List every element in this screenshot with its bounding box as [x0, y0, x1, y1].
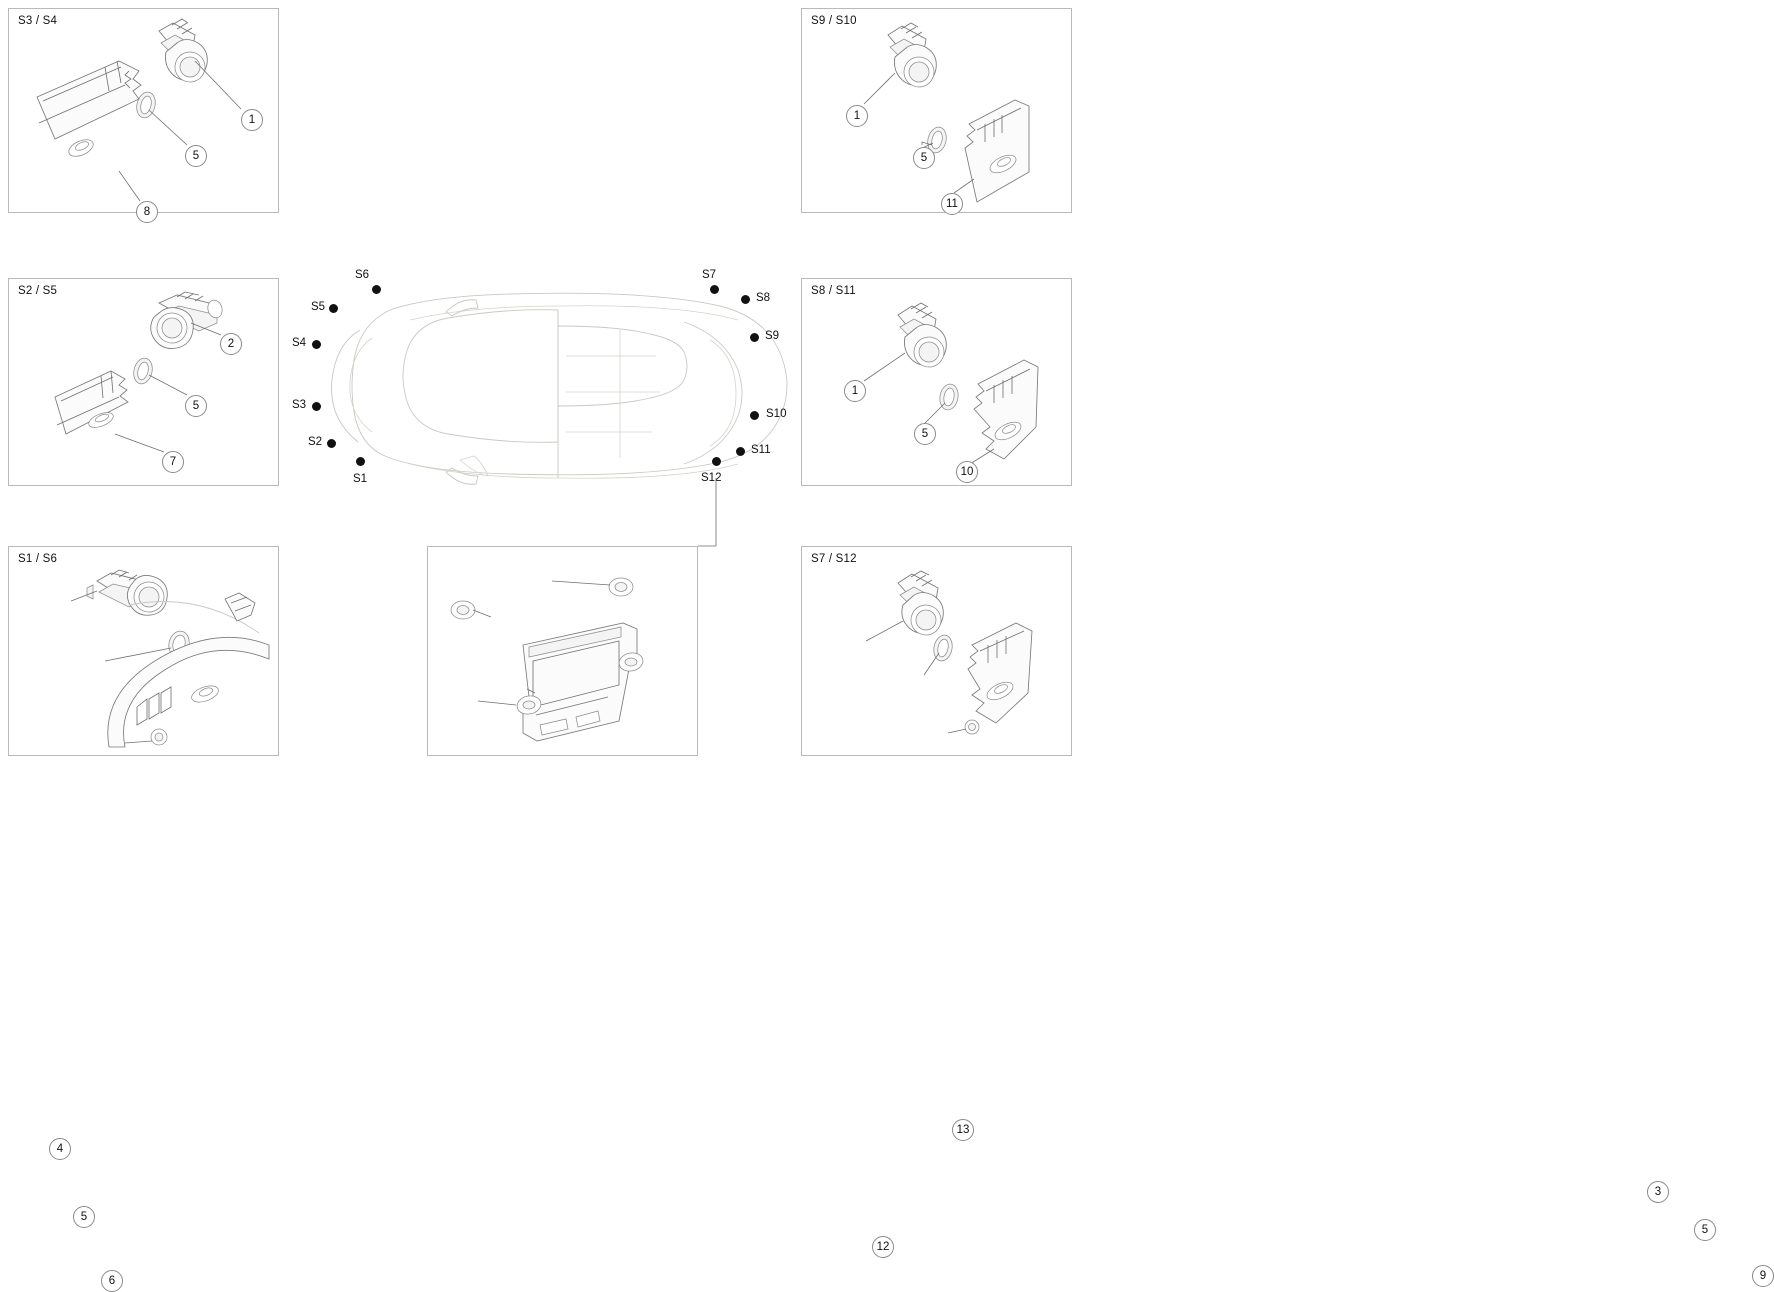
callout-10[interactable]: 10: [956, 461, 978, 483]
panel-s2-s5-illustration: [9, 279, 278, 485]
panel-label-s2-s5: S2 / S5: [18, 285, 58, 297]
callout-5[interactable]: 5: [185, 395, 207, 417]
sensor-label-s3: S3: [292, 399, 307, 411]
panel-label-s9-s10: S9 / S10: [811, 15, 857, 27]
sensor-label-s5: S5: [311, 301, 326, 313]
panel-module-illustration: [428, 547, 697, 755]
sensor-part: [87, 570, 168, 616]
gasket-ring: [931, 633, 954, 662]
sensor-label-s2: S2: [308, 436, 323, 448]
panel-s2-s5: [8, 278, 279, 486]
callout-5[interactable]: 5: [914, 423, 936, 445]
callout-4[interactable]: 4: [49, 1138, 71, 1160]
panel-s7-s12-illustration: [802, 547, 1071, 755]
sensor-label-s11: S11: [751, 444, 771, 456]
bumper-bracket: [37, 61, 141, 160]
callout-1[interactable]: 1: [241, 109, 263, 131]
callout-2[interactable]: 2: [220, 333, 242, 355]
panel-s8-s11-illustration: [802, 279, 1071, 485]
sensor-label-s8: S8: [756, 292, 771, 304]
sensor-dot-s6: [372, 285, 381, 294]
sensor-part: [159, 19, 209, 86]
panel-s1-s6: [8, 546, 279, 1287]
callout-5[interactable]: 5: [185, 145, 207, 167]
sensor-label-s10: S10: [766, 408, 787, 420]
panel-s9-s10: [801, 8, 1072, 213]
control-module: [515, 623, 644, 741]
module-connector-line: [680, 478, 720, 558]
vehicle-outline: [332, 293, 787, 484]
sensor-dot-s3: [312, 402, 321, 411]
panel-s8-s11: [801, 278, 1072, 486]
sensor-dot-s8: [741, 295, 750, 304]
panel-label-s7-s12: S7 / S12: [811, 553, 857, 565]
sensor-dot-s9: [750, 333, 759, 342]
panel-s9-s10-illustration: [802, 9, 1071, 212]
sensor-label-s9: S9: [765, 330, 780, 342]
sensor-part: [888, 23, 938, 91]
sensor-dot-s11: [736, 447, 745, 456]
vehicle-top-view: [290, 260, 810, 560]
sensor-part: [898, 571, 945, 639]
sensor-dot-s2: [327, 439, 336, 448]
callout-11[interactable]: 11: [941, 193, 963, 215]
panel-s1-s6-illustration: [9, 547, 278, 755]
callout-5[interactable]: 5: [913, 147, 935, 169]
callout-5[interactable]: 5: [1694, 1219, 1716, 1241]
sensor-dot-s12: [712, 457, 721, 466]
callout-13[interactable]: 13: [952, 1119, 974, 1141]
callout-3[interactable]: 3: [1647, 1181, 1669, 1203]
callout-1[interactable]: 1: [844, 380, 866, 402]
sensor-dot-s7: [710, 285, 719, 294]
panel-label-s3-s4: S3 / S4: [18, 15, 58, 27]
sensor-dot-s1: [356, 457, 365, 466]
bumper-bracket: [965, 100, 1029, 202]
callout-9[interactable]: 9: [1752, 1265, 1774, 1287]
callout-5[interactable]: 5: [73, 1206, 95, 1228]
sensor-part: [898, 303, 948, 371]
gasket-ring: [131, 356, 155, 386]
callout-1[interactable]: 1: [846, 105, 868, 127]
sensor-dot-s4: [312, 340, 321, 349]
grommet-upper-left: [451, 601, 475, 619]
callout-12[interactable]: 12: [872, 1236, 894, 1258]
callout-8[interactable]: 8: [136, 201, 158, 223]
sensor-label-s1: S1: [353, 473, 368, 485]
grommet-upper-right: [609, 578, 633, 596]
panel-label-s8-s11: S8 / S11: [811, 285, 856, 297]
callout-7[interactable]: 7: [162, 451, 184, 473]
callout-6[interactable]: 6: [101, 1270, 123, 1292]
sensor-label-s4: S4: [292, 337, 307, 349]
bumper-bracket: [965, 623, 1032, 734]
bumper-bracket: [974, 360, 1038, 459]
panel-s3-s4-illustration: [9, 9, 278, 212]
sensor-label-s12: S12: [701, 472, 722, 484]
bumper-corner: [108, 593, 269, 747]
sensor-dot-s5: [329, 304, 338, 313]
panel-s3-s4: [8, 8, 279, 218]
sensor-label-s6: S6: [355, 269, 370, 281]
bumper-bracket: [55, 371, 128, 434]
sensor-part: [151, 292, 224, 349]
panel-label-s1-s6: S1 / S6: [18, 553, 58, 565]
sensor-label-s7: S7: [702, 269, 717, 281]
sensor-dot-s10: [750, 411, 759, 420]
